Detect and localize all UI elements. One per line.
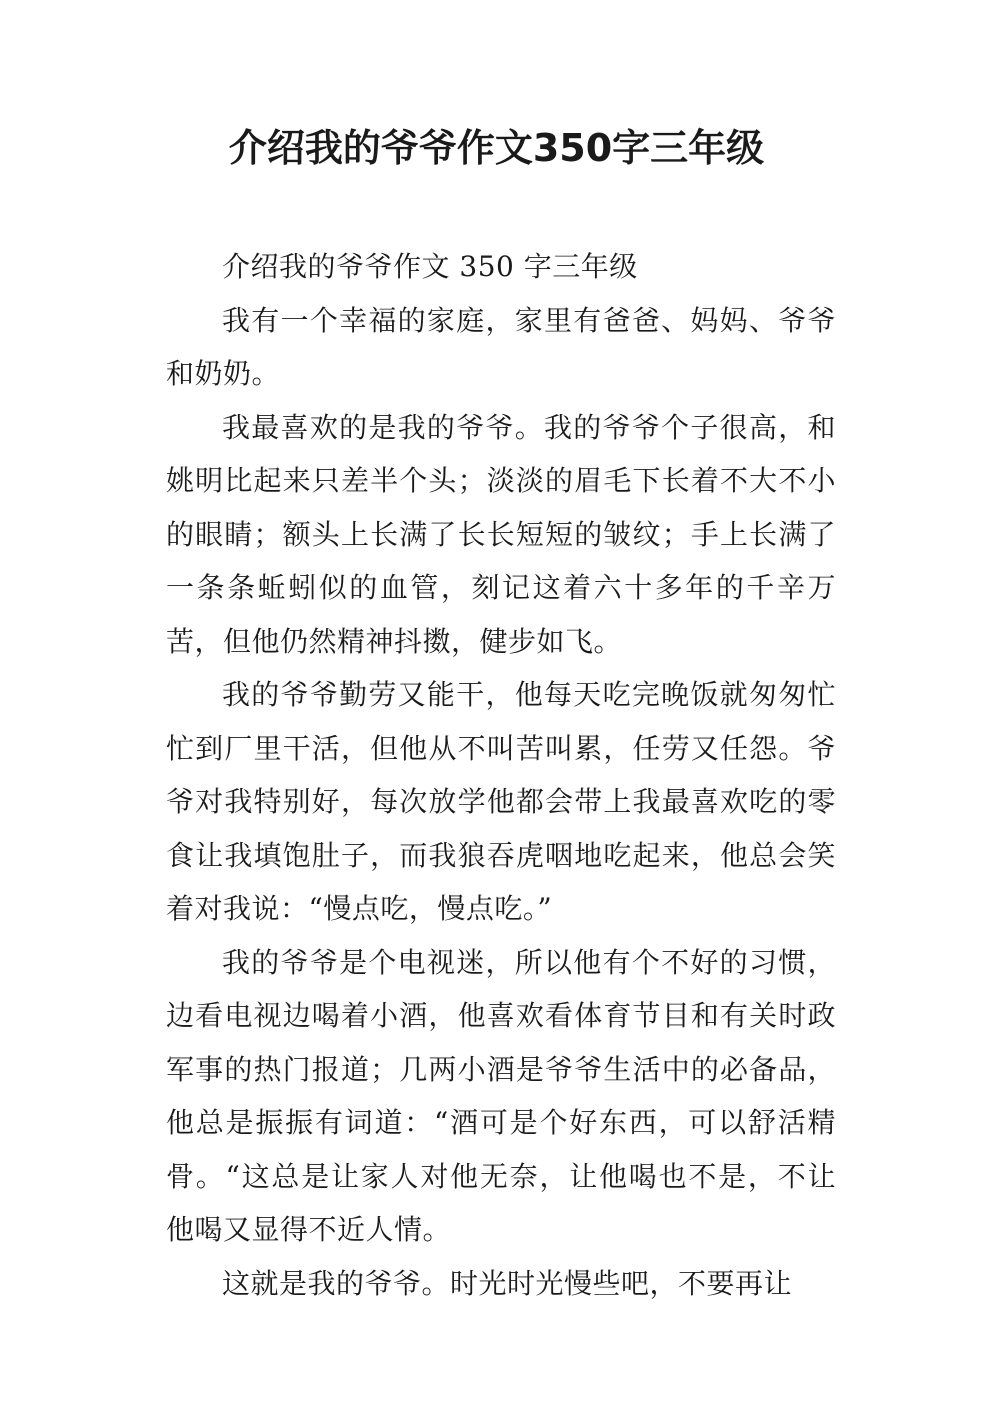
paragraph-tv-habit: 我的爷爷是个电视迷，所以他有个不好的习惯，边看电视边喝着小酒，他喜欢看体育节目和有关时政军事的热门报道；几两小酒是爷爷生活中的必备品，他总是振振有词道：“酒可是个好东西，可以舒活精骨。“这总是让家人对他无奈，让他喝也不是，不让他喝又显得不近人情。 [166,945,836,1246]
paragraph-appearance: 我最喜欢的是我的爷爷。我的爷爷个子很高，和姚明比起来只差半个头；淡淡的眉毛下长着不大不小的眼睛；额头上长满了长长短短的皱纹；手上长满了一条条蚯蚓似的血管，刻记这着六十多年的千辛万苦，但他仍然精神抖擞，健步如飞。 [166,410,836,658]
document-body [166,240,836,1310]
document-title: 介绍我的爷爷作文350字三年级 [228,126,765,170]
paragraph-family: 我有一个幸福的家庭，家里有爸爸、妈妈、爷爷和奶奶。 [166,303,836,390]
paragraph-subtitle: 介绍我的爷爷作文 350 字三年级 [222,250,638,283]
paragraph-hardworking: 我的爷爷勤劳又能干，他每天吃完晚饭就匆匆忙忙到厂里干活，但他从不叫苦叫累，任劳又任怨。爷爷对我特别好，每次放学他都会带上我最喜欢吃的零食让我填饱肚子，而我狼吞虎咽地吃起来，他总会笑着对我说：“慢点吃，慢点吃。” [166,678,836,925]
paragraph-closing: 这就是我的爷爷。时光时光慢些吧，不要再让 [222,1266,793,1300]
